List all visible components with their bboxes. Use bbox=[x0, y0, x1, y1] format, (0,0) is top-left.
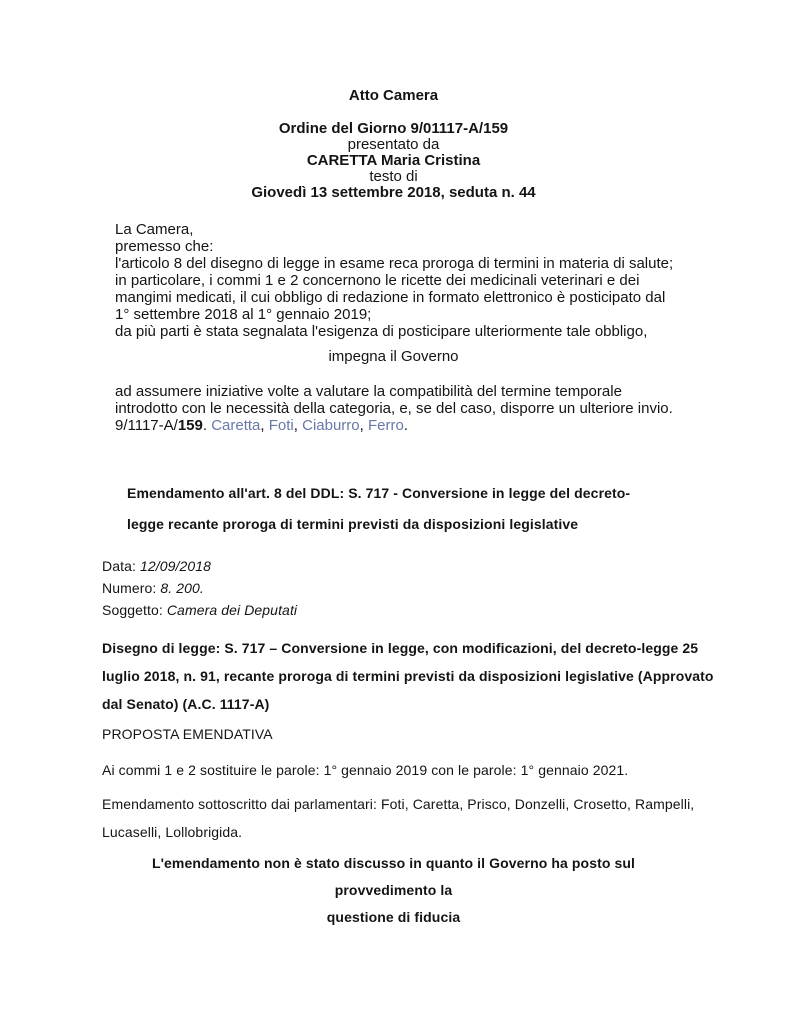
premise-line: da più parti è stata segnalata l'esigenza di posticipare ulteriormente tale obbligo, bbox=[115, 323, 648, 340]
signer-link-ciaburro[interactable]: Ciaburro bbox=[302, 417, 360, 434]
meta-row-numero bbox=[102, 577, 685, 599]
signature-line bbox=[115, 417, 685, 434]
commitment-line: introdotto con le necessità della categoria, e, se del caso, disporre un ulteriore invio. bbox=[115, 400, 673, 417]
meta-row-soggetto bbox=[102, 599, 685, 621]
premise-line: in particolare, i commi 1 e 2 concernono le ricette dei medicinali veterinari e dei bbox=[115, 272, 640, 289]
doc-title: Ordine del Giorno 9/01117-A/159 bbox=[278, 120, 509, 137]
session-info: Giovedì 13 settembre 2018, seduta n. 44 bbox=[251, 184, 536, 201]
proposal-label: PROPOSTA EMENDATIVA bbox=[102, 726, 273, 742]
bill-line: luglio 2018, n. 91, recante proroga di termini previsti da disposizioni legislative (Approvato bbox=[102, 668, 714, 684]
signer-separator: , bbox=[260, 417, 269, 434]
signer-link-ferro[interactable]: Ferro bbox=[367, 417, 404, 434]
amendment-heading bbox=[127, 478, 665, 540]
commitment-section bbox=[102, 383, 685, 434]
presented-by-label: presentato da bbox=[347, 136, 440, 153]
signer-link-caretta[interactable]: Caretta bbox=[211, 417, 261, 434]
meta-value: 8. 200. bbox=[160, 580, 204, 596]
signature-separator: . bbox=[202, 417, 212, 434]
premise-line: La Camera, bbox=[115, 221, 194, 238]
final-note bbox=[102, 850, 685, 931]
premise-line: premesso che: bbox=[115, 238, 214, 255]
amendment-heading-line: Emendamento all'art. 8 del DDL: S. 717 - Conversione in legge del decreto- bbox=[127, 485, 631, 501]
meta-row-data bbox=[102, 555, 685, 577]
amendment-section bbox=[102, 478, 714, 931]
final-note-line: L'emendamento non è stato discusso in quanto il Governo ha posto sul provvedimento la bbox=[151, 855, 636, 898]
amendment-heading-line: legge recante proroga di termini previsti da disposizioni legislative bbox=[127, 516, 579, 532]
commitment-heading: impegna il Governo bbox=[328, 348, 459, 365]
signer-separator: , bbox=[359, 417, 368, 434]
act-reference-prefix: 9/1117-A/ bbox=[115, 417, 178, 434]
act-number: 159 bbox=[177, 417, 203, 434]
meta-label: Soggetto: bbox=[102, 602, 163, 618]
document-header bbox=[102, 88, 685, 201]
meta-value: 12/09/2018 bbox=[139, 558, 212, 574]
premise-line: mangimi medicati, il cui obbligo di redazione in formato elettronico è posticipato dal bbox=[115, 289, 666, 306]
signatories bbox=[102, 790, 695, 846]
bill-line: Disegno di legge: S. 717 – Conversione in legge, con modificazioni, del decreto-legge 25 bbox=[102, 640, 699, 656]
meta-label: Numero: bbox=[102, 580, 157, 596]
proposal-text: Ai commi 1 e 2 sostituire le parole: 1° gennaio 2019 con le parole: 1° gennaio 2021. bbox=[102, 762, 629, 778]
presenter-name: CARETTA Maria Cristina bbox=[306, 152, 481, 169]
signatories-line: Emendamento sottoscritto dai parlamentari: Foti, Caretta, Prisco, Donzelli, Crosetto, Rampelli, bbox=[102, 796, 695, 812]
meta-value: Camera dei Deputati bbox=[166, 602, 298, 618]
text-of-label: testo di bbox=[369, 168, 418, 185]
bill-description bbox=[102, 634, 714, 718]
signer-separator: , bbox=[293, 417, 303, 434]
amendment-meta bbox=[102, 555, 685, 621]
premise-line: l'articolo 8 del disegno di legge in esame reca proroga di termini in materia di salute; bbox=[115, 255, 674, 272]
signer-link-foti[interactable]: Foti bbox=[268, 417, 294, 434]
doc-type: Atto Camera bbox=[348, 87, 439, 104]
commitment-line: ad assumere iniziative volte a valutare la compatibilità del termine temporale bbox=[115, 383, 622, 400]
meta-label: Data: bbox=[102, 558, 136, 574]
bill-line: dal Senato) (A.C. 1117-A) bbox=[102, 696, 270, 712]
premise-line: 1° settembre 2018 al 1° gennaio 2019; bbox=[115, 306, 372, 323]
premise-section bbox=[102, 221, 685, 340]
final-note-line: questione di fiducia bbox=[326, 909, 461, 925]
signature-terminator: . bbox=[403, 417, 408, 434]
signatories-line: Lucaselli, Lollobrigida. bbox=[102, 824, 243, 840]
